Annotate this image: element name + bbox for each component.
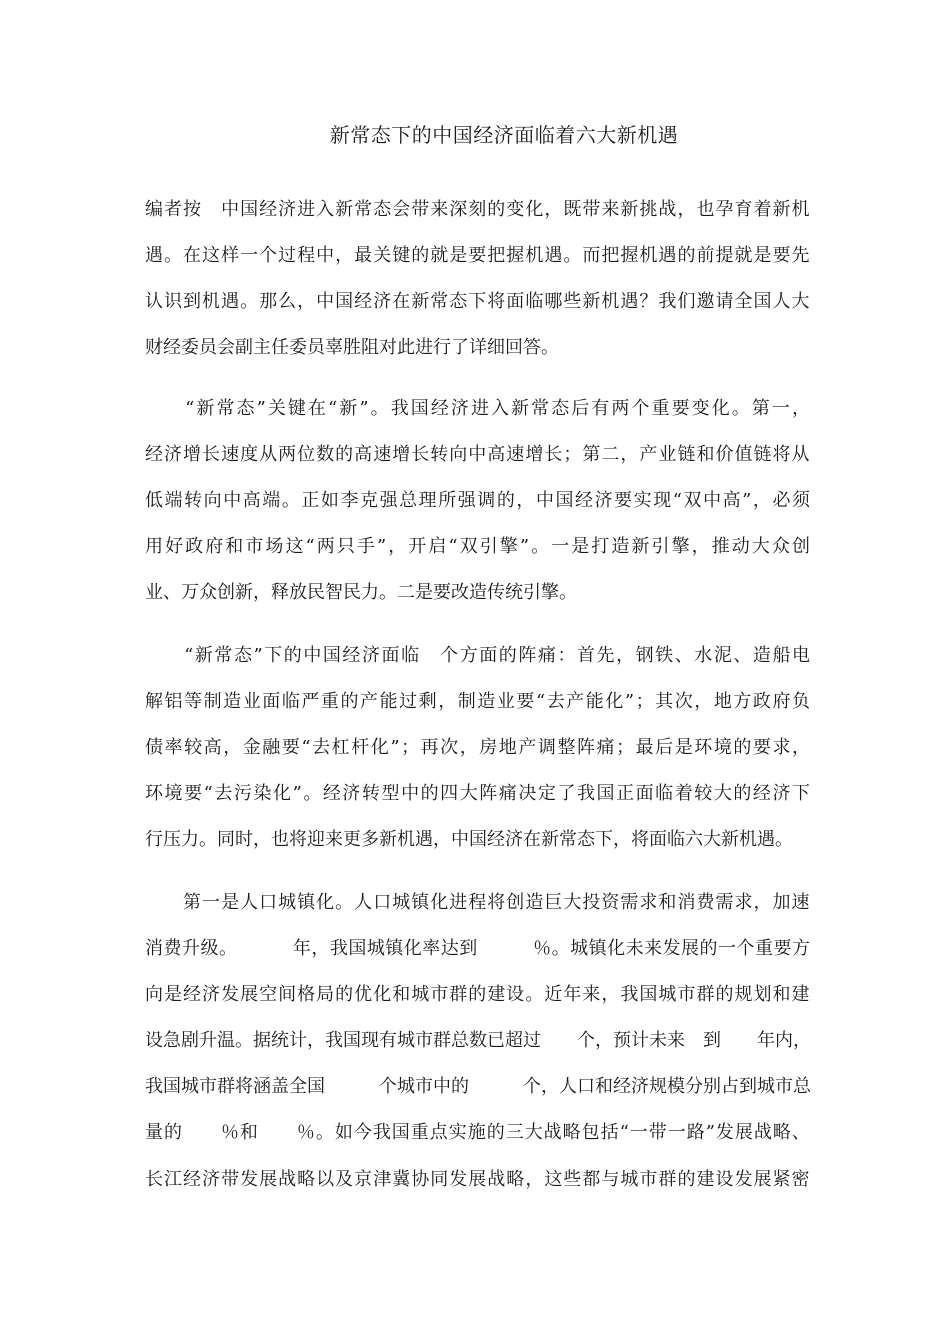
text-line: “ 新 常 态 ” 关 键 在 “ 新 ” 。 我 国 经 济 进 入 新 常 态 后 有 两 个 重 要 变 化 。 第 一 ， — [185, 398, 810, 419]
text-line: 量 的 ％ 和 ％ 。 如 今 我 国 重 点 实 施 的 三 大 战 略 包 括 “ 一 带 一 路 ” 发 展 战 略 、 — [145, 1122, 810, 1144]
text-line: 行压力。同时，也将迎来更多新机遇，中国经济在新常态下，将面临六大新机遇。 — [145, 829, 793, 851]
text-line: 经 济 增 长 速 度 从 两 位 数 的 高 速 增 长 转 向 中 高 速 增 长 ； 第 二 ， 产 业 链 和 价 值 链 将 从 — [145, 444, 810, 466]
text-line: 向 是 经 济 发 展 空 间 格 局 的 优 化 和 城 市 群 的 建 设 。 近 年 来 ， 我 国 城 市 群 的 规 划 和 建 — [145, 984, 810, 1006]
text-line: 遇 。 在 这 样 一 个 过 程 中 ， 最 关 键 的 就 是 要 把 握 机 遇 。 而 把 握 机 遇 的 前 提 就 是 要 先 — [145, 245, 810, 267]
paragraph-editor-note — [145, 187, 810, 371]
text-line: 设 急 剧 升 温 。 据 统 计 ， 我 国 现 有 城 市 群 总 数 已 超 过 个 ， 预 计 未 来 到 年 内 ， — [145, 1030, 811, 1052]
text-line: 认 识 到 机 遇 。 那 么 ， 中 国 经 济 在 新 常 态 下 将 面 临 哪 些 新 机 遇 ？ 我 们 邀 请 全 国 人 大 — [145, 291, 810, 313]
text-line: 长 江 经 济 带 发 展 战 略 以 及 京 津 冀 协 同 发 展 战 略 ， 这 些 都 与 城 市 群 的 建 设 发 展 紧 密 — [145, 1168, 810, 1190]
document-title: 新常态下的中国经济面临着六大新机遇 — [329, 123, 679, 147]
text-line: 债 率 较 高 ， 金 融 要 “ 去 杠 杆 化 ” ； 再 次 ， 房 地 产 调 整 阵 痛 ； 最 后 是 环 境 的 要 求 ， — [145, 737, 810, 759]
text-line: 我 国 城 市 群 将 涵 盖 全 国 个 城 市 中 的 个 ， 人 口 和 经 济 规 模 分 别 占 到 城 市 总 — [145, 1076, 811, 1098]
text-line: 编 者 按 中 国 经 济 进 入 新 常 态 会 带 来 深 刻 的 变 化 ， 既 带 来 新 挑 战 ， 也 孕 育 着 新 机 — [145, 199, 810, 220]
text-line: 低 端 转 向 中 高 端 。 正 如 李 克 强 总 理 所 强 调 的 ， 中 国 经 济 要 实 现 “ 双 中 高 ” ， 必 须 — [145, 490, 810, 512]
text-line: 用 好 政 府 和 市 场 这 “ 两 只 手 ” ， 开 启 “ 双 引 擎 ” 。 一 是 打 造 新 引 擎 ， 推 动 大 众 创 — [145, 536, 810, 558]
text-line: “ 新 常 态 ” 下 的 中 国 经 济 面 临 个 方 面 的 阵 痛 ： 首 先 ， 钢 铁 、 水 泥 、 造 船 电 — [184, 645, 810, 666]
paragraph-new-normal — [145, 386, 810, 616]
text-line: 财经委员会副主任委员辜胜阻对此进行了详细回答。 — [145, 337, 559, 359]
paragraph-growing-pains — [145, 633, 810, 863]
text-line: 环 境 要 “ 去 污 染 化 ” 。 经 济 转 型 中 的 四 大 阵 痛 决 定 了 我 国 正 面 临 着 较 大 的 经 济 下 — [145, 783, 810, 805]
text-line: 第 一 是 人 口 城 镇 化 。 人 口 城 镇 化 进 程 将 创 造 巨 大 投 资 需 求 和 消 费 需 求 ， 加 速 — [183, 892, 810, 913]
text-line: 解 铝 等 制 造 业 面 临 严 重 的 产 能 过 剩 ， 制 造 业 要 “ 去 产 能 化 ” ； 其 次 ， 地 方 政 府 负 — [145, 691, 810, 713]
text-line: 业、万众创新，释放民智民力。二是要改造传统引擎。 — [145, 582, 577, 604]
paragraph-urbanization — [145, 880, 810, 1203]
text-line: 消 费 升 级 。 年 ， 我 国 城 镇 化 率 达 到 ％ 。 城 镇 化 未 来 发 展 的 一 个 重 要 方 — [145, 938, 810, 960]
